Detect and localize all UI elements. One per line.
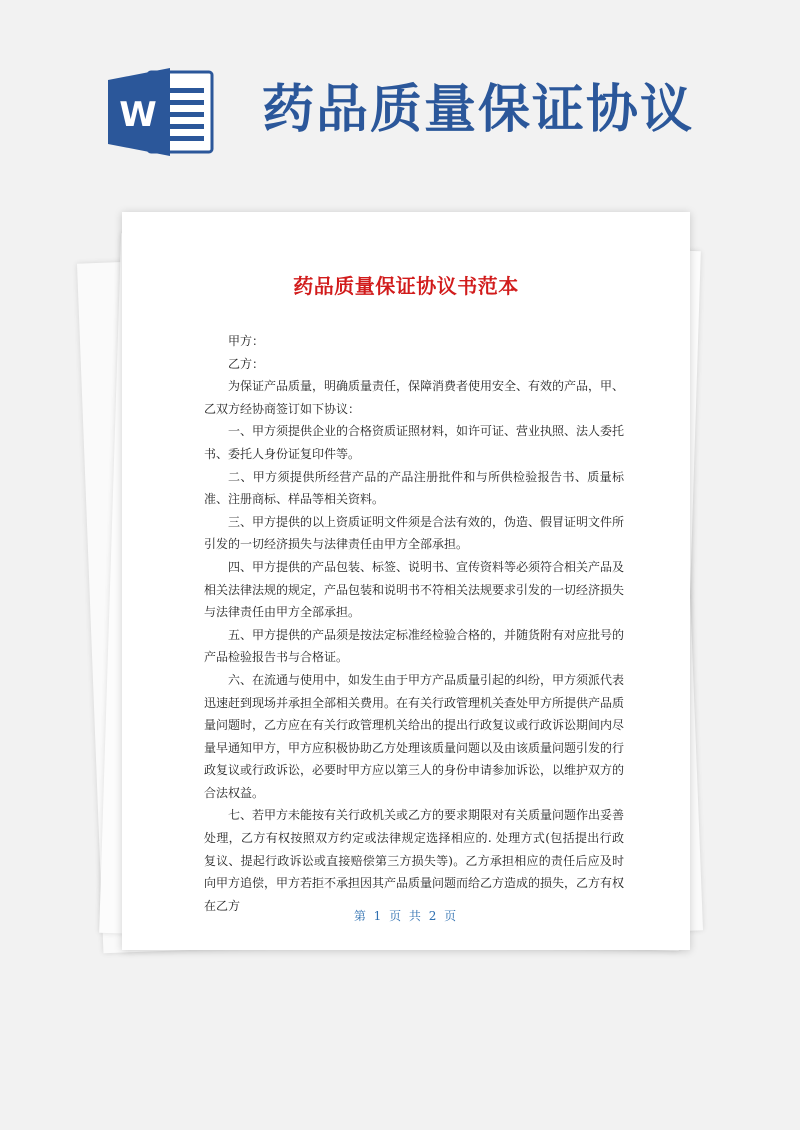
clause-5: 五、甲方提供的产品须是按法定标准经检验合格的，并随货附有对应批号的产品检验报告书与合格证。 [204,627,625,665]
clause-7: 七、若甲方未能按有关行政机关或乙方的要求期限对有关质量问题作出妥善处理，乙方有权按照双方约定或法律规定选择相应的. 处理方式(包括提出行政复议、提起行政诉讼或直接赔偿第三方损失等)。乙方承担相应的责任后应及时向甲方追偿，甲方若拒不承担因其产品质量问题而给乙方造成的损失，乙方有权在乙方 [204,808,625,913]
document-page [122,212,690,950]
document-body [204,330,624,917]
clause-1: 一、甲方须提供企业的合格资质证照材料，如许可证、营业执照、法人委托书、委托人身份证复印件等。 [204,424,625,461]
page-title: 药品质量保证协议 [262,80,695,140]
clause-2: 二、甲方须提供所经营产品的产品注册批件和与所供检验报告书、质量标准、注册商标、样品等相关资料。 [204,469,624,507]
document-title: 药品质量保证协议书范本 [293,274,519,298]
word-logo-icon [108,68,216,156]
page-number-footer: 第 1 页 共 2 页 [353,909,459,923]
party-a-line: 甲方： [228,334,265,348]
clause-3: 三、甲方提供的以上资质证明文件须是合法有效的，伪造、假冒证明文件所引发的一切经济损失与法律责任由甲方全部承担。 [204,514,625,552]
word-logo-letter: W [119,95,157,135]
clause-4: 四、甲方提供的产品包装、标签、说明书、宣传资料等必须符合相关产品及相关法律法规的规定，产品包装和说明书不符相关法规要求引发的一切经济损失与法律责任由甲方全部承担。 [204,559,625,620]
clause-6: 六、在流通与使用中，如发生由于甲方产品质量引起的纠纷，甲方须派代表迅速赶到现场并承担全部相关费用。在有关行政管理机关查处甲方所提供产品质量问题时，乙方应在有关行政管理机关给出的提出行政复议或行政诉讼期间内尽量早通知甲方，甲方应积极协助乙方处理该质量问题以及由该质量问题引发的行政复议或行政诉讼，必要时甲方应以第三人的身份申请参加诉讼，以维护双方的合法权益。 [204,672,625,800]
party-b-line: 乙方： [228,356,265,371]
intro-paragraph: 为保证产品质量，明确质量责任，保障消费者使用安全、有效的产品，甲、乙双方经协商签订如下协议： [204,379,625,416]
